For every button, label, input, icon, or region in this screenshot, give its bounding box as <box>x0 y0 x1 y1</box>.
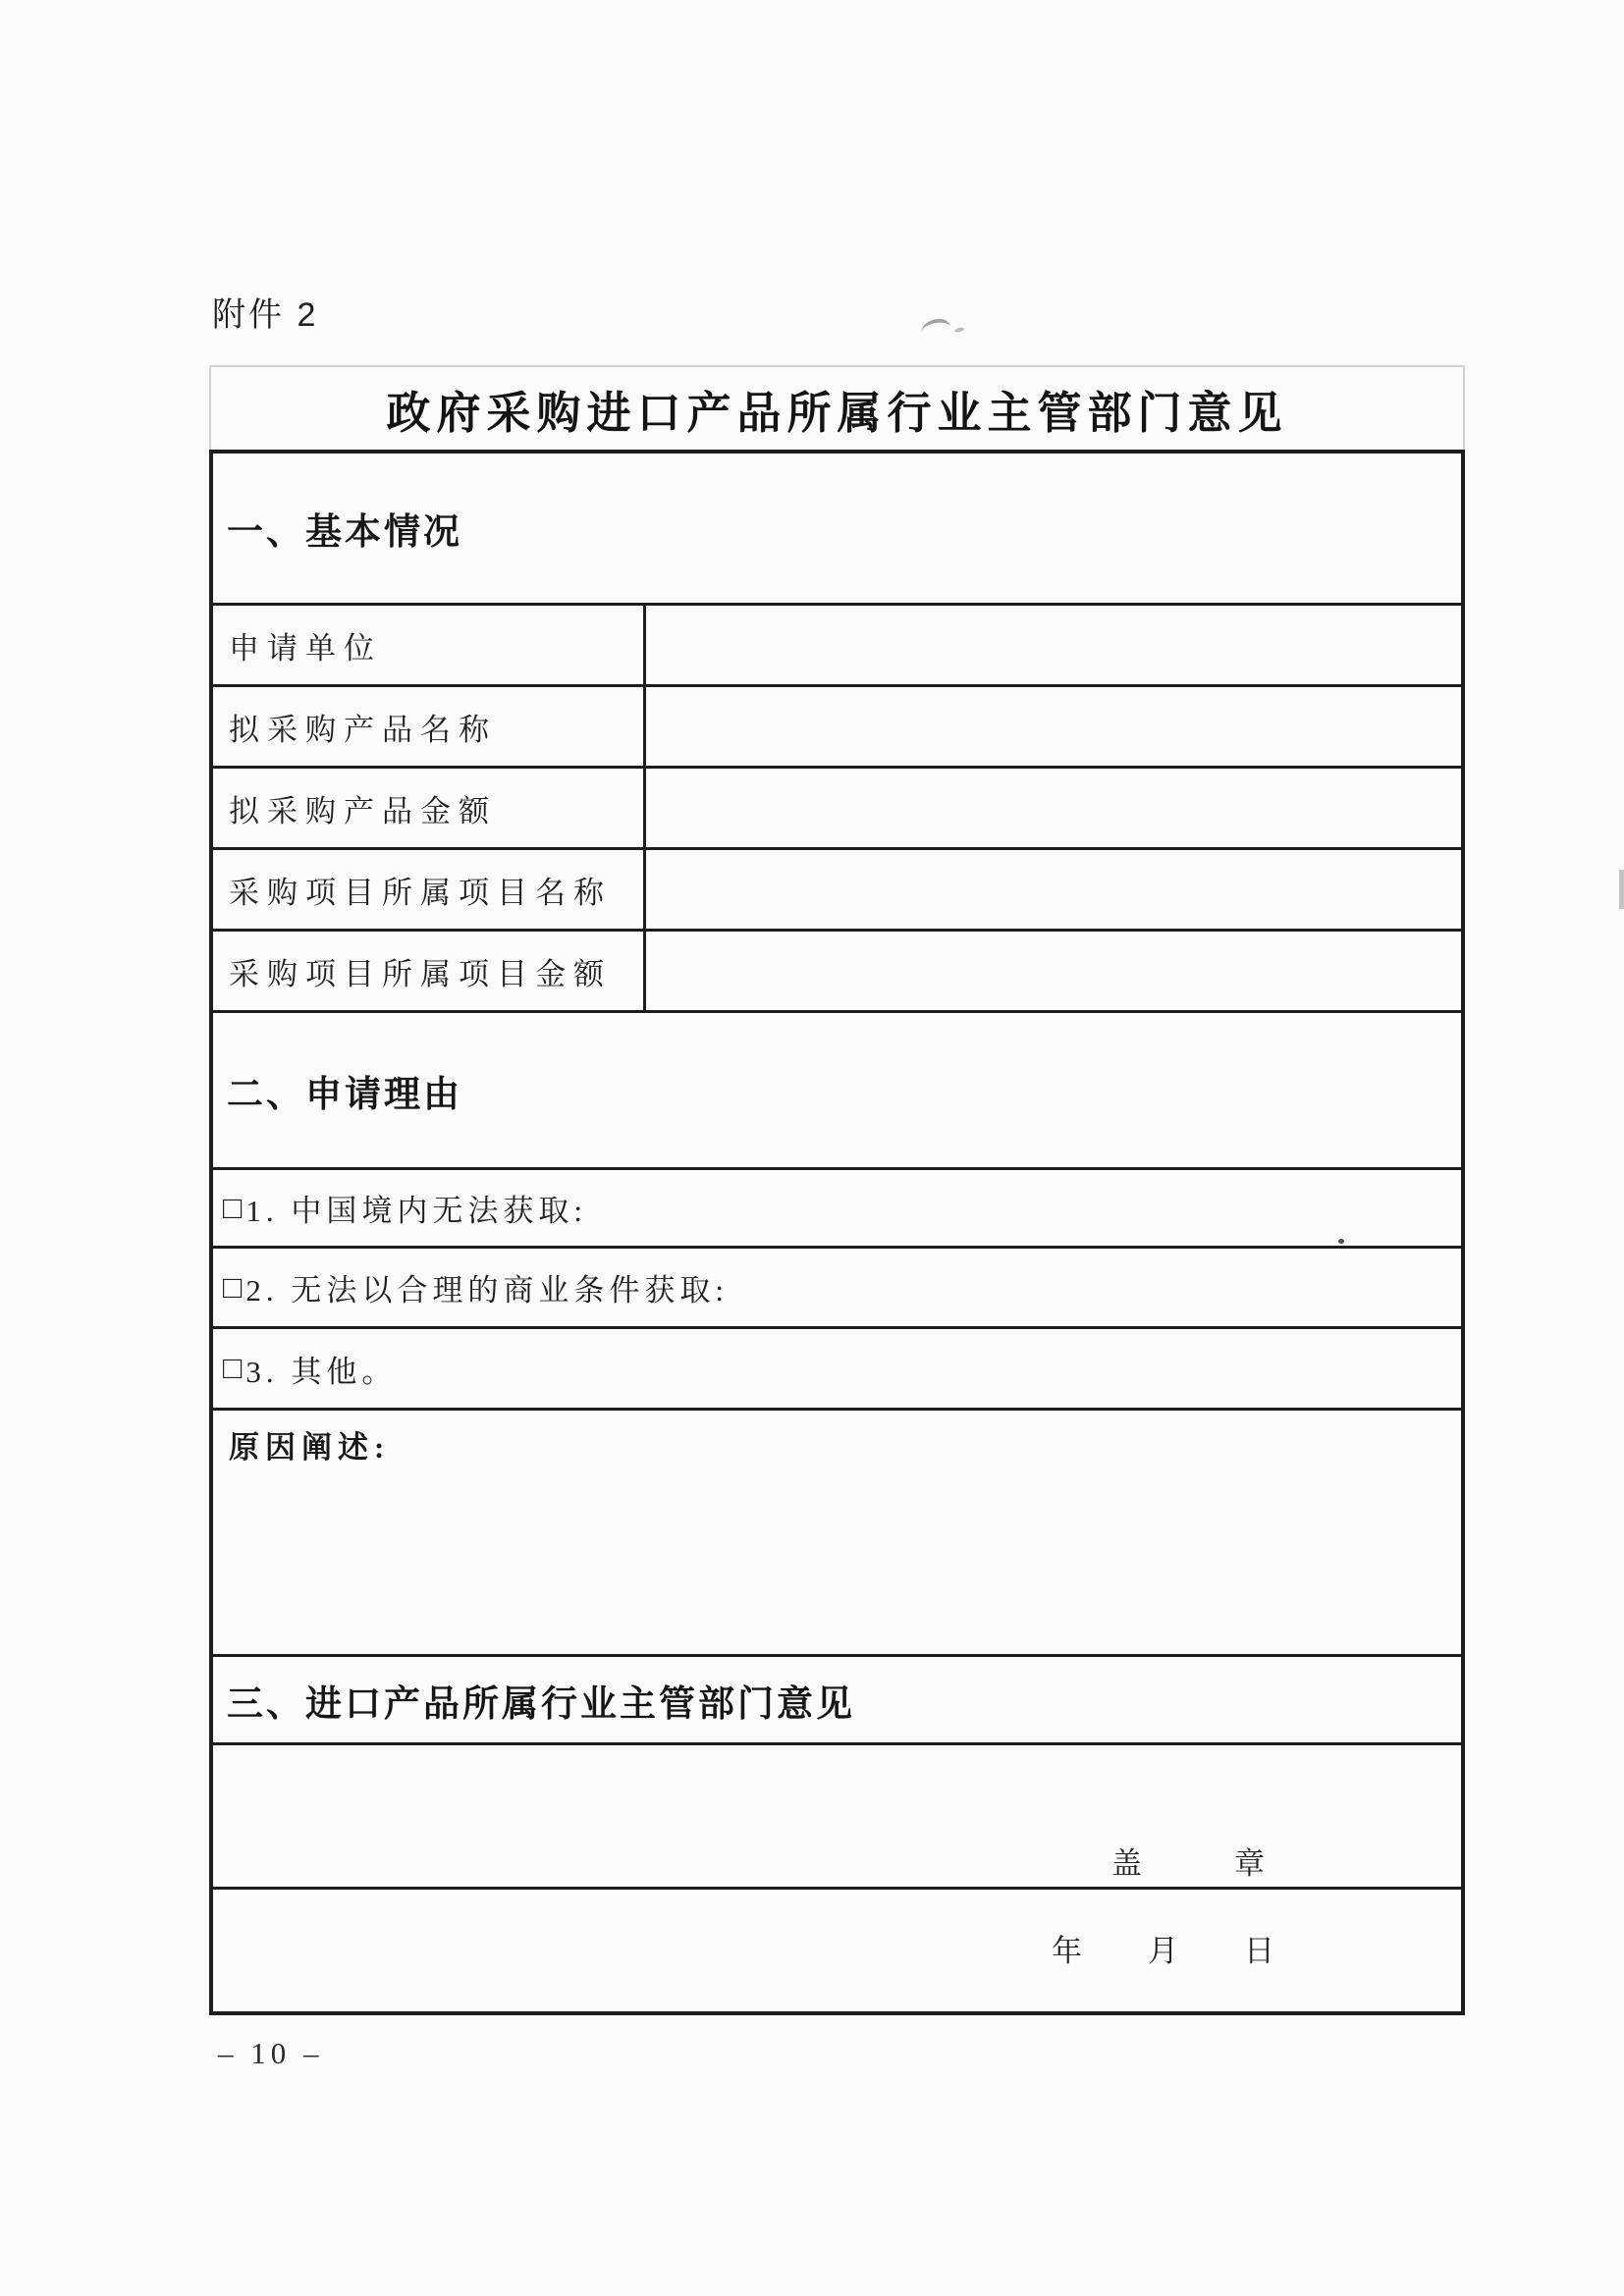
table-row-product-name <box>213 687 1461 769</box>
date-day-label: 日 <box>1244 1933 1274 1968</box>
row-label: 拟采购产品金额 <box>213 769 646 847</box>
row-value-cell <box>646 687 1461 766</box>
section-heading-authority-opinion: 三、进口产品所属行业主管部门意见 <box>213 1657 1461 1745</box>
reason-statement-cell <box>213 1411 1461 1657</box>
section-heading-application-reasons: 二、申请理由 <box>213 1013 1461 1170</box>
row-label: 拟采购产品名称 <box>213 687 646 766</box>
seal-char-gai: 盖 <box>1111 1846 1142 1881</box>
page-number: – 10 – <box>218 2036 324 2070</box>
checkbox-icon: □ <box>223 1350 243 1385</box>
date-month-label: 月 <box>1148 1933 1178 1968</box>
row-value-cell <box>646 932 1461 1010</box>
reason-option-row-2 <box>213 1249 1461 1329</box>
row-label: 采购项目所属项目名称 <box>213 850 646 929</box>
section-heading-basic-info: 一、基本情况 <box>213 454 1461 606</box>
seal-cell <box>213 1745 1461 1890</box>
reason-statement-label: 原因阐述: <box>229 1430 391 1465</box>
scan-artifact-squiggle <box>921 318 951 333</box>
table-row-project-amount <box>213 932 1461 1013</box>
table-row-project-name <box>213 850 1461 932</box>
document-title: 政府采购进口产品所属行业主管部门意见 <box>386 388 1288 438</box>
form-table <box>209 450 1465 2015</box>
row-value-cell <box>646 769 1461 847</box>
checkbox-icon: □ <box>223 1189 243 1225</box>
date-cell <box>213 1890 1461 2011</box>
row-label: 采购项目所属项目金额 <box>213 932 646 1010</box>
checkbox-icon: □ <box>223 1268 243 1305</box>
table-row-applicant-unit <box>213 606 1461 687</box>
date-year-label: 年 <box>1052 1933 1082 1968</box>
reason-option-label: 3. 其他。 <box>245 1354 398 1389</box>
reason-option-label: 2. 无法以合理的商业条件获取: <box>245 1273 729 1308</box>
table-row-product-amount <box>213 769 1461 850</box>
row-value-cell <box>646 850 1461 929</box>
row-value-cell <box>646 606 1461 684</box>
reason-option-row-3 <box>213 1329 1461 1411</box>
reason-option-label: 1. 中国境内无法获取: <box>245 1194 587 1228</box>
title-box <box>209 365 1465 450</box>
seal-char-zhang: 章 <box>1234 1846 1265 1881</box>
scan-artifact-edge <box>1619 870 1624 909</box>
reason-option-row-1 <box>213 1170 1461 1249</box>
attachment-label: 附件 2 <box>212 296 319 334</box>
row-label: 申请单位 <box>213 606 646 684</box>
scan-artifact-speck <box>954 327 965 333</box>
